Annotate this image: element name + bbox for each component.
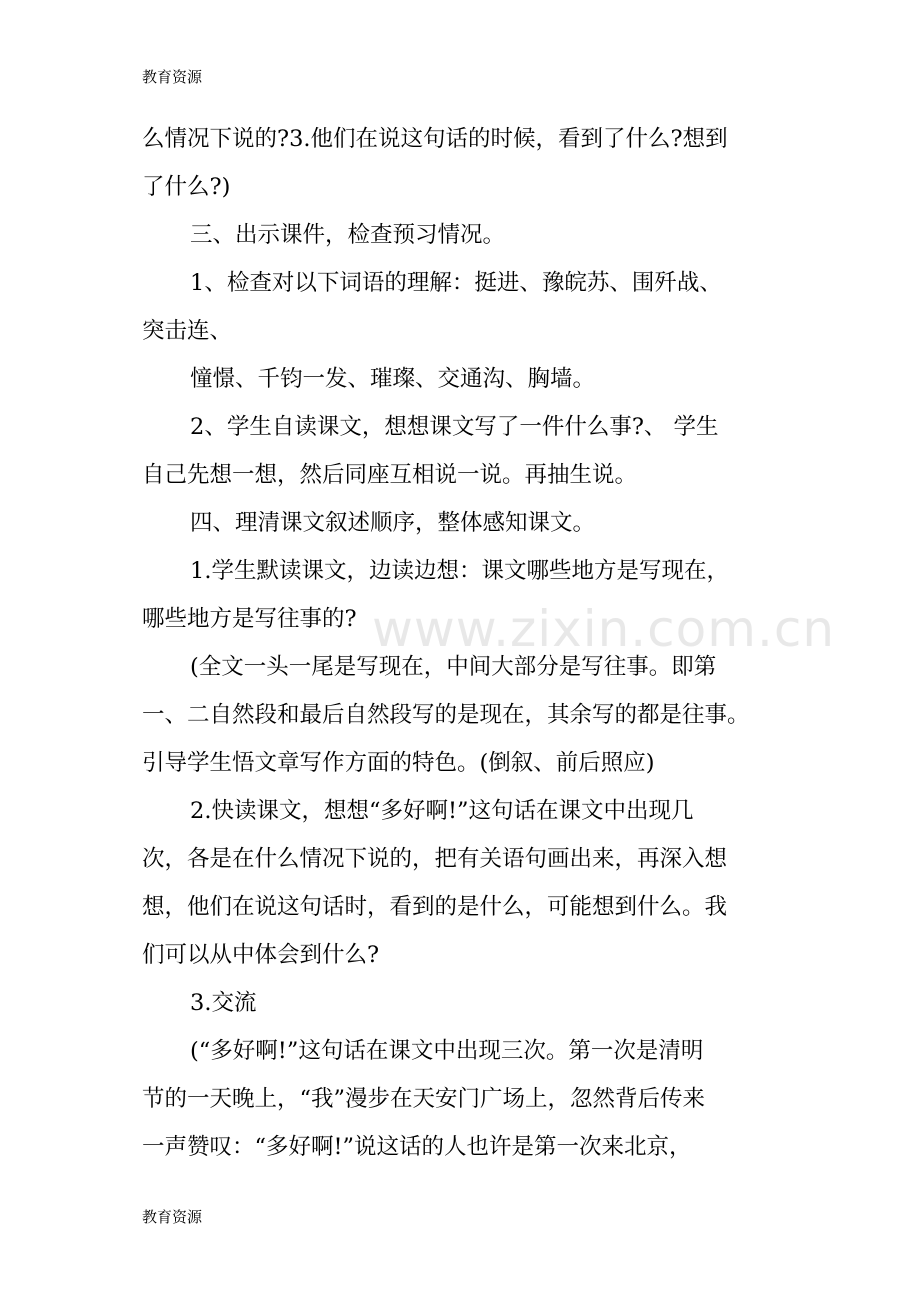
text-line: (全文一头一尾是写现在，中间大部分是写往事。即第 [190, 654, 717, 680]
text-line: 憧憬、千钧一发、璀璨、交通沟、胸墙。 [190, 366, 596, 392]
text-line: 了什么?) [142, 174, 231, 200]
page-header: 教育资源 [142, 68, 203, 86]
text-line: 2.快读课文，想想“多好啊!”这句话在课文中出现几 [190, 798, 694, 824]
text-line: 哪些地方是写往事的? [142, 606, 357, 632]
text-line: 突击连、 [142, 318, 233, 344]
text-line: 三、出示课件，检查预习情况。 [190, 222, 506, 248]
text-line: 节的一天晚上，“我”漫步在天安门广场上，忽然背后传来 [142, 1086, 706, 1112]
text-line: 2、学生自读课文，想想课文写了一件什么事?、 学生 [190, 414, 719, 440]
text-line: 想，他们在说这句话时，看到的是什么，可能想到什么。我 [142, 894, 728, 920]
text-line: 四、理清课文叙述顺序，整体感知课文。 [190, 510, 596, 536]
text-line: 一、二自然段和最后自然段写的是现在，其余写的都是往事。 [142, 702, 750, 728]
text-line: 引导学生悟文章写作方面的特色。(倒叙、前后照应) [142, 750, 655, 776]
text-line: 们可以从中体会到什么? [142, 942, 380, 968]
document-body [142, 115, 782, 1171]
text-line: 么情况下说的?3.他们在说这句话的时候，看到了什么?想到 [142, 126, 728, 152]
text-line: 次，各是在什么情况下说的，把有关语句画出来，再深入想 [142, 846, 728, 872]
text-line: 一声赞叹：“多好啊!”说这话的人也许是第一次来北京， [142, 1134, 692, 1160]
text-line: 3.交流 [190, 990, 257, 1016]
text-line: 1、检查对以下词语的理解：挺进、豫皖苏、围歼战、 [190, 270, 722, 296]
text-line: 自己先想一想，然后同座互相说一说。再抽生说。 [142, 462, 638, 488]
text-line: 1.学生默读课文，边读边想：课文哪些地方是写现在， [190, 558, 729, 584]
text-line: (“多好啊!”这句话在课文中出现三次。第一次是清明 [190, 1038, 704, 1064]
page-footer: 教育资源 [142, 1208, 203, 1226]
watermark: www.zixin.com.cn [372, 600, 836, 658]
